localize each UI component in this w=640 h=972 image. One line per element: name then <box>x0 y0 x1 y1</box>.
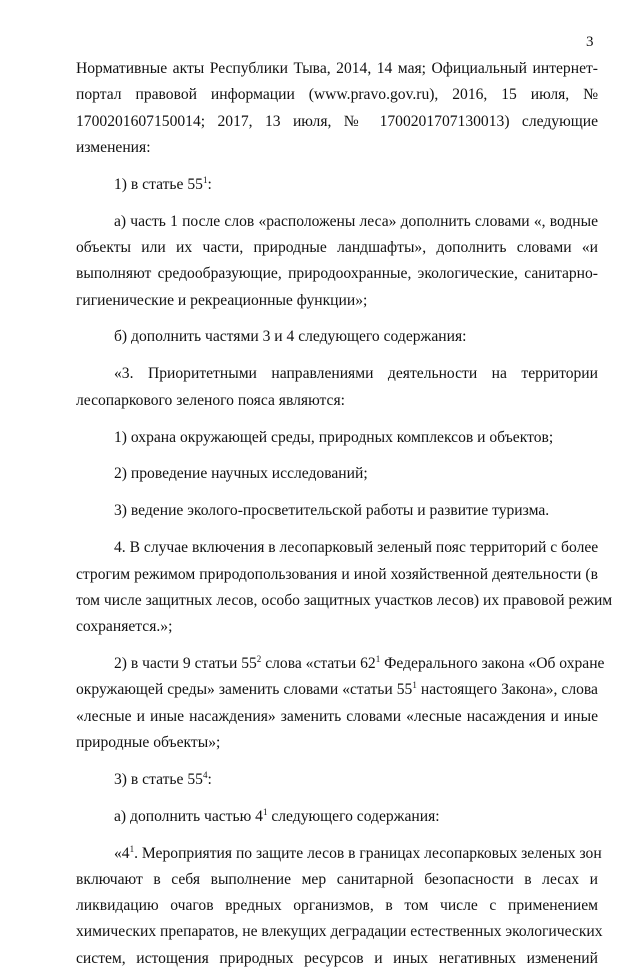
text-line <box>76 893 598 919</box>
text-line <box>76 804 598 830</box>
text-run: 4. В случае включения в лесопарковый зеленый пояс территорий с более <box>114 539 599 557</box>
paragraph-gap <box>76 314 598 325</box>
text-line <box>76 919 603 945</box>
text-run: гигиенические и рекреационные функции»; <box>76 291 368 309</box>
text-line <box>76 172 598 198</box>
text-run: 1) охрана окружающей среды, природных комплексов и объектов; <box>114 428 554 446</box>
text-run: выполняют средообразующие, природоохранные, экологические, санитарно- <box>76 265 598 283</box>
text-run: том числе защитных лесов, особо защитных участков лесов) их правовой режим <box>76 591 613 609</box>
text-run: 3) ведение эколого-просветительской работы и развитие туризма. <box>114 502 550 520</box>
text-run: «3. Приоритетными направлениями деятельности на территории <box>114 365 598 383</box>
text-run: «лесные и иные насаждения» заменить словами «лесные насаждения и иные <box>76 707 598 725</box>
superscript: 2 <box>256 653 262 664</box>
text-line <box>76 841 602 867</box>
superscript: 1 <box>412 680 417 691</box>
paragraph-gap <box>76 198 598 209</box>
text-line <box>76 651 605 677</box>
paragraph-gap <box>76 830 598 841</box>
text-run: объекты или их части, природные ландшафты», дополнить словами «и <box>76 238 598 256</box>
text-run: 2) проведение научных исследований; <box>114 465 368 483</box>
text-line <box>76 498 598 524</box>
text-line <box>76 425 598 451</box>
superscript: 1 <box>375 653 381 664</box>
text-line <box>76 135 598 161</box>
text-run: 2) в части 9 статьи 55 <box>114 654 257 672</box>
text-line <box>76 56 598 82</box>
text-line <box>76 614 598 640</box>
document-body <box>76 56 613 972</box>
text-run: сохраняется.»; <box>76 618 173 636</box>
text-line <box>76 324 598 350</box>
page-number: 3 <box>586 34 594 50</box>
text-line <box>76 588 613 614</box>
paragraph-gap <box>76 161 598 172</box>
text-line <box>76 677 598 703</box>
text-line <box>76 946 598 972</box>
paragraph-gap <box>76 756 598 767</box>
text-run: Федерального закона «Об охране <box>380 654 605 672</box>
text-line <box>76 388 598 414</box>
text-run: природные объекты»; <box>76 733 221 751</box>
text-run: б) дополнить частями 3 и 4 следующего содержания: <box>114 328 467 346</box>
paragraph-gap <box>76 414 598 425</box>
text-run: лесопаркового зеленого пояса являются: <box>76 391 345 409</box>
text-line <box>76 562 598 588</box>
text-run: слова «статьи 62 <box>261 654 376 672</box>
text-line <box>76 361 598 387</box>
text-line <box>76 261 598 287</box>
text-run: а) часть 1 после слов «расположены леса» дополнить словами «, водные <box>114 212 598 230</box>
superscript: 1 <box>129 843 135 854</box>
text-run: включают в себя выполнение мер санитарной безопасности в лесах и <box>76 870 598 888</box>
text-run: 1700201607150014; 2017, 13 июля, № 1700201707130013) следующие <box>76 112 598 130</box>
text-run: «4 <box>114 844 130 862</box>
text-line <box>76 535 598 561</box>
paragraph-gap <box>76 488 598 499</box>
text-run: строгим режимом природопользования и иной хозяйственной деятельности (в <box>76 565 598 583</box>
paragraph-gap <box>76 793 598 804</box>
paragraph-gap <box>76 640 598 651</box>
superscript: 1 <box>202 174 208 185</box>
text-line <box>76 82 598 108</box>
text-line <box>76 235 598 261</box>
text-run: окружающей среды» заменить словами «статьи 55 <box>76 681 413 699</box>
text-run: следующего содержания: <box>267 807 440 825</box>
text-run: портал правовой информации (www.pravo.gov.ru), 2016, 15 июля, № <box>76 86 598 104</box>
paragraph-gap <box>76 351 598 362</box>
superscript: 1 <box>262 806 268 817</box>
text-run: 1) в статье 55 <box>114 175 203 193</box>
text-run: : <box>207 175 212 193</box>
text-line <box>76 767 598 793</box>
text-run: систем, истощения природных ресурсов и иных негативных изменений <box>76 949 598 967</box>
text-run: ликвидацию очагов вредных организмов, в том числе с применением <box>76 897 598 915</box>
text-line <box>76 730 598 756</box>
text-line <box>76 209 598 235</box>
text-run: изменения: <box>76 138 151 156</box>
text-run: настоящего Закона», слова <box>416 681 598 699</box>
paragraph-gap <box>76 451 598 462</box>
paragraph-gap <box>76 525 598 536</box>
text-line <box>76 288 598 314</box>
text-run: . Мероприятия по защите лесов в границах лесопарковых зеленых зон <box>134 844 602 862</box>
text-line <box>76 109 598 135</box>
text-run: : <box>207 770 212 788</box>
text-line <box>76 867 598 893</box>
text-line <box>76 461 598 487</box>
text-run: Нормативные акты Республики Тыва, 2014, 14 мая; Официальный интернет- <box>76 60 598 77</box>
text-run: а) дополнить частью 4 <box>114 807 263 825</box>
text-run: химических препаратов, не влекущих деградации естественных экологических <box>76 923 603 941</box>
superscript: 4 <box>202 769 208 780</box>
text-line <box>76 704 598 730</box>
text-run: 3) в статье 55 <box>114 770 203 788</box>
